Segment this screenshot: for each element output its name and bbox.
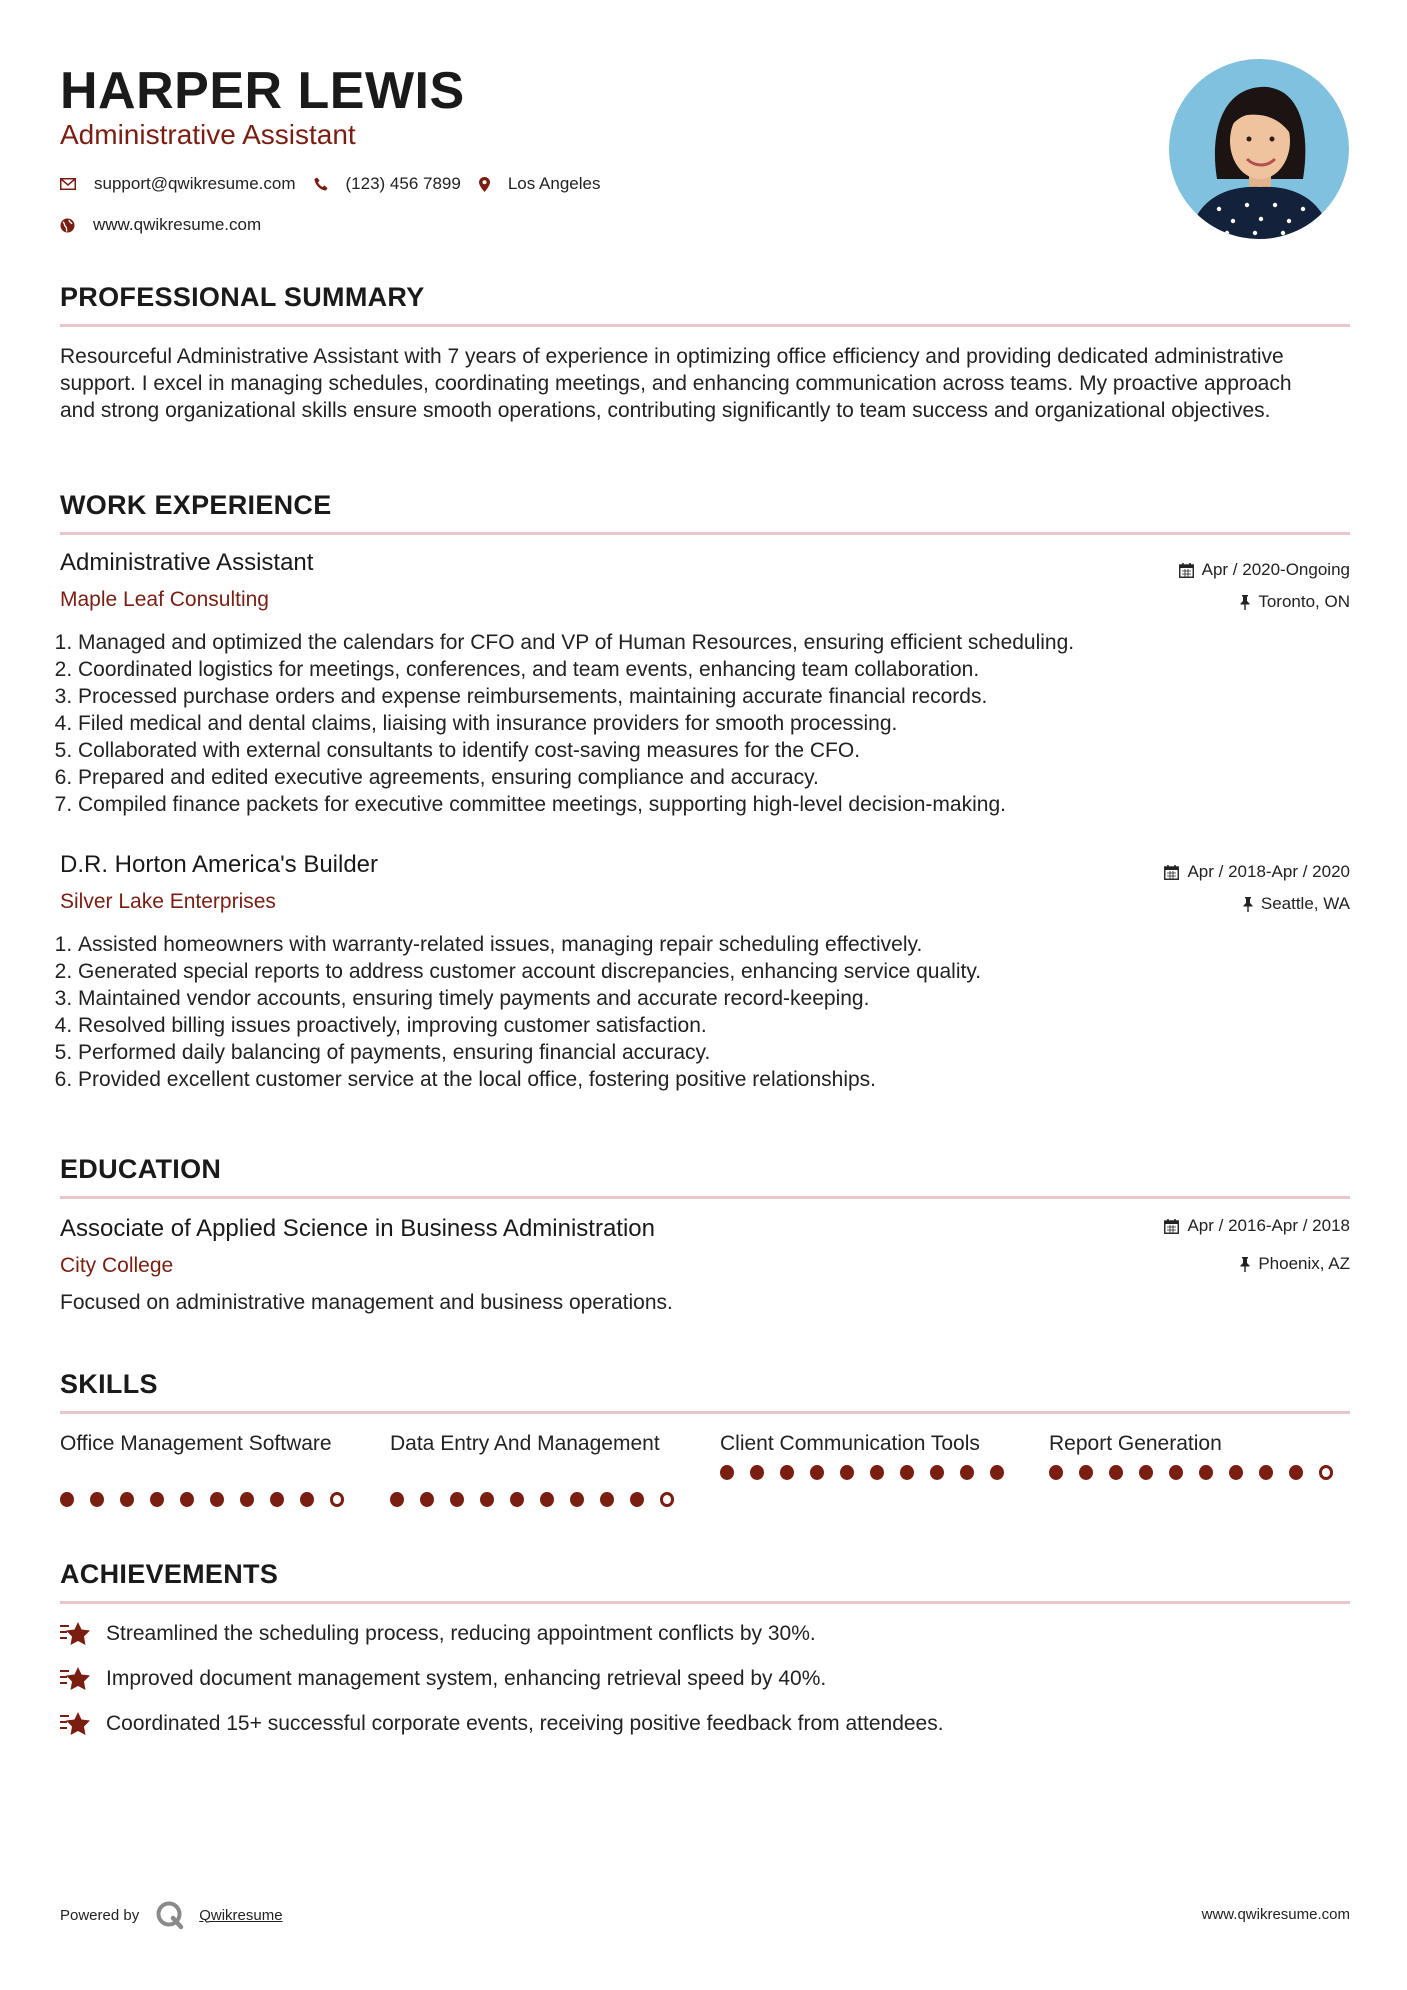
skill-dot-filled: [870, 1465, 884, 1480]
envelope-icon: [60, 178, 76, 190]
list-item: 4. Filed medical and dental claims, liaising with insurance providers for smooth processing.: [78, 710, 1338, 737]
email-text: support@qwikresume.com: [94, 174, 296, 193]
section-divider: [60, 1196, 1350, 1199]
list-item: 5. Performed daily balancing of payments, ensuring financial accuracy.: [78, 1039, 1338, 1066]
skill-dot-empty: [330, 1492, 344, 1507]
education-section-header: [60, 1152, 1350, 1186]
skills-heading: SKILLS: [60, 1369, 158, 1399]
skill-name: Data Entry And Management: [390, 1432, 660, 1455]
achievement-item: Streamlined the scheduling process, reducing appointment conflicts by 30%.: [60, 1620, 816, 1647]
calendar-icon: [1164, 865, 1179, 880]
contact-website[interactable]: [60, 214, 279, 236]
globe-icon: [60, 218, 75, 233]
skill-dot-filled: [600, 1492, 614, 1507]
star-icon: [60, 1711, 92, 1737]
skill-dot-filled: [60, 1492, 74, 1507]
job-location: Toronto, ON: [1240, 591, 1350, 613]
list-item: 2. Coordinated logistics for meetings, conferences, and team events, enhancing team collaboration.: [78, 656, 1338, 683]
achievements-section-header: [60, 1557, 1350, 1591]
section-divider: [60, 532, 1350, 535]
list-item: 3. Processed purchase orders and expense reimbursements, maintaining accurate financial records.: [78, 683, 1338, 710]
pushpin-icon: [1240, 595, 1250, 610]
calendar-icon: [1164, 1219, 1179, 1234]
job-location: Seattle, WA: [1243, 893, 1350, 915]
map-pin-icon: [479, 177, 490, 192]
skill-dot-filled: [1259, 1465, 1273, 1480]
skill-name: Client Communication Tools: [720, 1432, 980, 1455]
skill-dot-filled: [480, 1492, 494, 1507]
skill-name: Office Management Software: [60, 1432, 332, 1455]
skill-dot-filled: [1139, 1465, 1153, 1480]
job-dates: Apr / 2020-Ongoing: [1179, 559, 1350, 581]
skill-dot-filled: [180, 1492, 194, 1507]
skill-dot-filled: [240, 1492, 254, 1507]
calendar-icon: [1179, 563, 1194, 578]
job-company: Maple Leaf Consulting: [60, 588, 269, 611]
skills-section-header: [60, 1367, 1350, 1401]
skill-dot-filled: [960, 1465, 974, 1480]
section-divider: [60, 1411, 1350, 1414]
skill-item: [720, 1430, 1020, 1480]
job-responsibilities: [60, 629, 1338, 818]
skill-dot-filled: [510, 1492, 524, 1507]
powered-by-text: Powered by: [60, 1906, 140, 1924]
skill-item: [60, 1430, 360, 1507]
skill-dot-filled: [900, 1465, 914, 1480]
skill-dot-empty: [1319, 1465, 1333, 1480]
skill-dot-filled: [120, 1492, 134, 1507]
list-item: 6. Provided excellent customer service at the local office, fostering positive relationships.: [78, 1066, 1338, 1093]
education-degree: Associate of Applied Science in Business Administration: [60, 1215, 655, 1242]
skill-dot-filled: [450, 1492, 464, 1507]
contact-email[interactable]: [60, 173, 296, 195]
phone-icon: [314, 177, 328, 191]
education-location: Phoenix, AZ: [1240, 1253, 1350, 1275]
job-company: Silver Lake Enterprises: [60, 890, 276, 913]
skill-dot-filled: [540, 1492, 554, 1507]
skill-dot-filled: [570, 1492, 584, 1507]
skill-dot-filled: [1109, 1465, 1123, 1480]
skill-rating: [60, 1492, 360, 1507]
summary-heading: PROFESSIONAL SUMMARY: [60, 282, 425, 312]
skill-dot-filled: [1049, 1465, 1063, 1480]
job-dates: Apr / 2018-Apr / 2020: [1164, 861, 1350, 883]
skill-rating: [1049, 1465, 1349, 1480]
skill-dot-filled: [420, 1492, 434, 1507]
skill-dot-filled: [1229, 1465, 1243, 1480]
contact-phone[interactable]: [314, 173, 461, 195]
list-item: 4. Resolved billing issues proactively, improving customer satisfaction.: [78, 1012, 1338, 1039]
profile-photo: [1169, 59, 1349, 239]
education-description: Focused on administrative management and business operations.: [60, 1291, 673, 1314]
skill-dot-empty: [660, 1492, 674, 1507]
section-divider: [60, 1601, 1350, 1604]
location-text: Los Angeles: [507, 174, 601, 193]
list-item: 6. Prepared and edited executive agreements, ensuring compliance and accuracy.: [78, 764, 1338, 791]
skill-dot-filled: [150, 1492, 164, 1507]
experience-heading: WORK EXPERIENCE: [60, 490, 332, 520]
footer-powered-by: [60, 1900, 283, 1930]
list-item: 1. Managed and optimized the calendars for CFO and VP of Human Resources, ensuring efficient scheduling.: [78, 629, 1338, 656]
skill-dot-filled: [390, 1492, 404, 1507]
qwikresume-logo-icon: [155, 1900, 185, 1930]
qwikresume-link[interactable]: Qwikresume: [199, 1906, 283, 1924]
achievements-heading: ACHIEVEMENTS: [60, 1559, 279, 1589]
list-item: 3. Maintained vendor accounts, ensuring timely payments and accurate record-keeping.: [78, 985, 1338, 1012]
achievement-item: Improved document management system, enhancing retrieval speed by 40%.: [60, 1665, 826, 1692]
skill-dot-filled: [90, 1492, 104, 1507]
skill-dot-filled: [780, 1465, 794, 1480]
list-item: 7. Compiled finance packets for executive committee meetings, supporting high-level decision-making.: [78, 791, 1338, 818]
job-title: D.R. Horton America's Builder: [60, 851, 379, 878]
skill-dot-filled: [1079, 1465, 1093, 1480]
list-item: 1. Assisted homeowners with warranty-related issues, managing repair scheduling effectively.: [78, 931, 1338, 958]
skill-name: Report Generation: [1049, 1432, 1222, 1455]
section-divider: [60, 324, 1350, 327]
skill-dot-filled: [300, 1492, 314, 1507]
candidate-name: HARPER LEWIS: [60, 62, 465, 120]
skill-dot-filled: [810, 1465, 824, 1480]
experience-section-header: [60, 488, 1350, 522]
skill-dot-filled: [990, 1465, 1004, 1480]
skill-item: [1049, 1430, 1349, 1480]
education-dates: Apr / 2016-Apr / 2018: [1164, 1215, 1350, 1237]
skill-dot-filled: [930, 1465, 944, 1480]
skill-dot-filled: [840, 1465, 854, 1480]
skill-rating: [720, 1465, 1020, 1480]
skill-dot-filled: [720, 1465, 734, 1480]
education-school: City College: [60, 1254, 174, 1277]
summary-text: Resourceful Administrative Assistant with 7 years of experience in optimizing office efficiency and providing dedicated administrative support. I excel in managing schedules, coordinating meetings, and enhancing communication across teams. My proactive approach and strong organizational skills ensure smooth operations, contributing significantly to team success and organizational objectives.: [60, 345, 1292, 422]
contact-location: [479, 173, 601, 195]
job-title: Administrative Assistant: [60, 549, 314, 576]
skill-dot-filled: [1199, 1465, 1213, 1480]
list-item: 2. Generated special reports to address customer account discrepancies, enhancing service quality.: [78, 958, 1338, 985]
skill-dot-filled: [630, 1492, 644, 1507]
footer-website-link[interactable]: www.qwikresume.com: [1201, 1906, 1350, 1923]
skill-dot-filled: [210, 1492, 224, 1507]
skill-dot-filled: [1169, 1465, 1183, 1480]
skill-dot-filled: [270, 1492, 284, 1507]
phone-text: (123) 456 7899: [345, 174, 461, 193]
pushpin-icon: [1240, 1257, 1250, 1272]
skill-rating: [390, 1492, 690, 1507]
pushpin-icon: [1243, 897, 1253, 912]
summary-section-header: [60, 280, 1350, 314]
skill-item: [390, 1430, 690, 1507]
skill-dot-filled: [750, 1465, 764, 1480]
contact-row: [60, 173, 618, 195]
candidate-title: Administrative Assistant: [60, 119, 356, 150]
star-icon: [60, 1666, 92, 1692]
education-heading: EDUCATION: [60, 1154, 222, 1184]
achievement-item: Coordinated 15+ successful corporate events, receiving positive feedback from attendees.: [60, 1710, 944, 1737]
star-icon: [60, 1621, 92, 1647]
skill-dot-filled: [1289, 1465, 1303, 1480]
website-text: www.qwikresume.com: [93, 215, 262, 234]
list-item: 5. Collaborated with external consultants to identify cost-saving measures for the CFO.: [78, 737, 1338, 764]
job-responsibilities: [60, 931, 1338, 1093]
